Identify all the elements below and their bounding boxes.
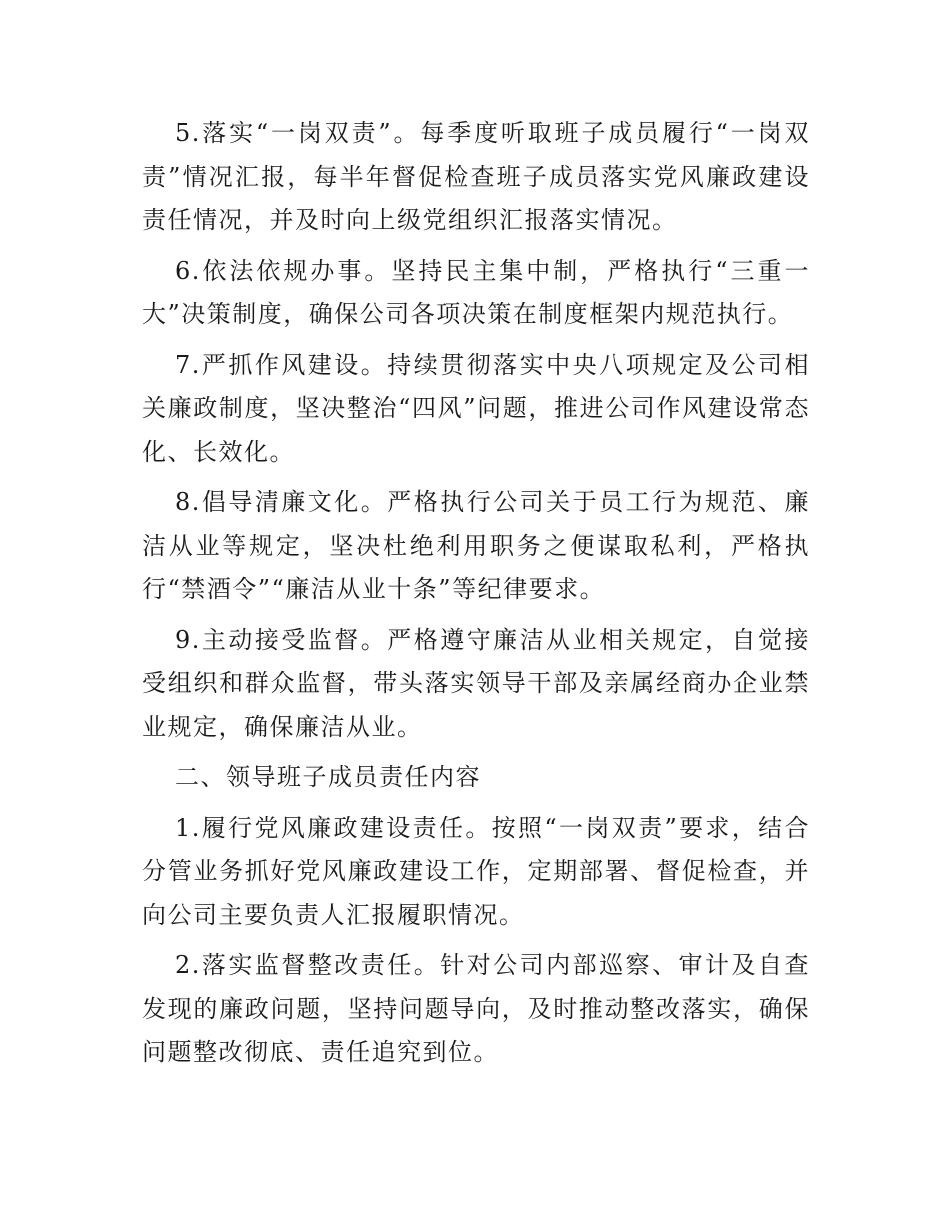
section-paragraph-2: 2.落实监督整改责任。针对公司内部巡察、审计及自查发现的廉政问题，坚持问题导向，及时推动整改落实，确保问题整改彻底、责任追究到位。 (142, 951, 810, 1066)
paragraph-item-7: 7.严抓作风建设。持续贯彻落实中央八项规定及公司相关廉政制度，坚决整治“四风”问题，推进公司作风建设常态化、长效化。 (142, 350, 810, 466)
paragraph-item-9: 9.主动接受监督。严格遵守廉洁从业相关规定，自觉接受组织和群众监督，带头落实领导干部及亲属经商办企业禁业规定，确保廉洁从业。 (142, 625, 810, 741)
paragraph-item-6: 6.依法依规办事。坚持民主集中制，严格执行“三重一大”决策制度，确保公司各项决策在制度框架内规范执行。 (142, 256, 810, 328)
paragraph-item-5: 5.落实“一岗双责”。每季度听取班子成员履行“一岗双责”情况汇报，每半年督促检查班子成员落实党风廉政建设责任情况，并及时向上级党组织汇报落实情况。 (142, 119, 810, 234)
paragraph-item-8: 8.倡导清廉文化。严格执行公司关于员工行为规范、廉洁从业等规定，坚决杜绝利用职务之便谋取私利，严格执行“禁酒令”“廉洁从业十条”等纪律要求。 (142, 488, 810, 603)
section-paragraph-1: 1.履行党风廉政建设责任。按照“一岗双责”要求，结合分管业务抓好党风廉政建设工作，定期部署、督促检查，并向公司主要负责人汇报履职情况。 (142, 813, 810, 929)
document-body (142, 112, 810, 1082)
section-heading: 二、领导班子成员责任内容 (175, 763, 481, 791)
